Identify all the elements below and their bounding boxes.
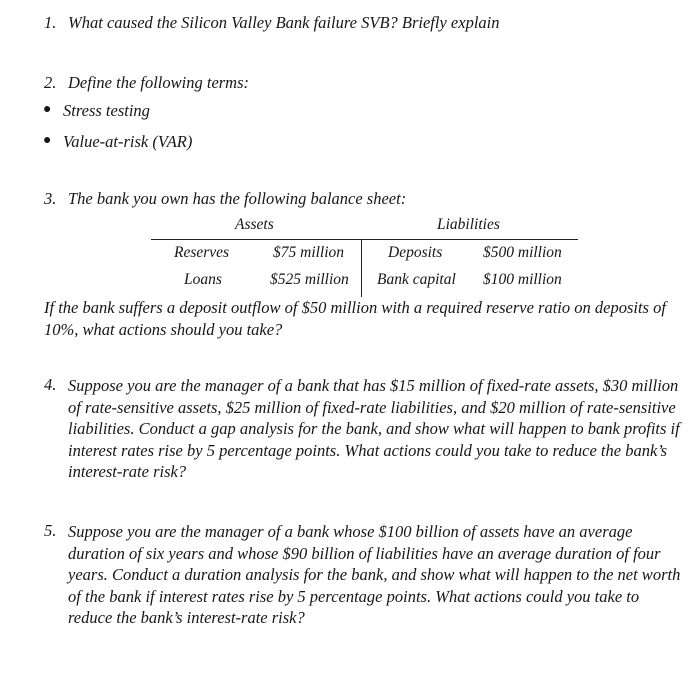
asset-value: $75 million (273, 244, 345, 261)
question-4-text: Suppose you are the manager of a bank that has $15 million of fixed-rate assets, $30 million of rate-sensitive assets, $25 million of fixed-rate liabilities, and $20 million of rate-sensitive liabilities. Conduct a gap analysis for the bank, and show what will happen to bank profits if interest rates rise by 5 percentage points. What actions could you take to reduce the bank’s interest-rate risk? (68, 376, 680, 481)
liability-value: $100 million (483, 271, 562, 288)
question-1-text: What caused the Silicon Valley Bank failure SVB? Briefly explain (68, 13, 500, 32)
asset-value: $525 million (270, 271, 349, 288)
question-2-text: Define the following terms: (68, 73, 250, 92)
term-stress-testing: Stress testing (63, 101, 150, 120)
question-1-number: 1. (44, 13, 57, 32)
question-3-text: The bank you own has the following balance sheet: (68, 189, 407, 208)
liabilities-header: Liabilities (437, 216, 500, 233)
question-5-number: 5. (44, 521, 57, 540)
question-4-number: 4. (44, 375, 57, 394)
asset-label: Loans (184, 271, 222, 288)
table-top-rule (151, 239, 578, 240)
asset-label: Reserves (174, 244, 230, 261)
question-3-followup: If the bank suffers a deposit outflow of $50 million with a required reserve ratio on deposits of 10%, what actions should you take? (44, 298, 666, 339)
question-5-text: Suppose you are the manager of a bank whose $100 billion of assets have an average duration of six years and whose $90 billion of liabilities have an average duration of four years. Conduct a duration analysis for the bank, and show what will happen to the net worth of the bank if interest rates rise by 5 percentage points. What actions could you take to reduce the bank’s interest-rate risk? (68, 522, 681, 627)
bullet-icon: ● (43, 102, 52, 117)
liability-value: $500 million (483, 244, 562, 261)
question-2-number: 2. (44, 73, 57, 92)
question-3-number: 3. (44, 189, 57, 208)
bullet-icon: ● (43, 133, 52, 148)
term-value-at-risk: Value-at-risk (VAR) (63, 132, 193, 151)
liability-label: Deposits (388, 244, 443, 261)
assets-header: Assets (235, 216, 274, 233)
liability-label: Bank capital (377, 271, 456, 288)
table-center-divider (361, 239, 362, 297)
